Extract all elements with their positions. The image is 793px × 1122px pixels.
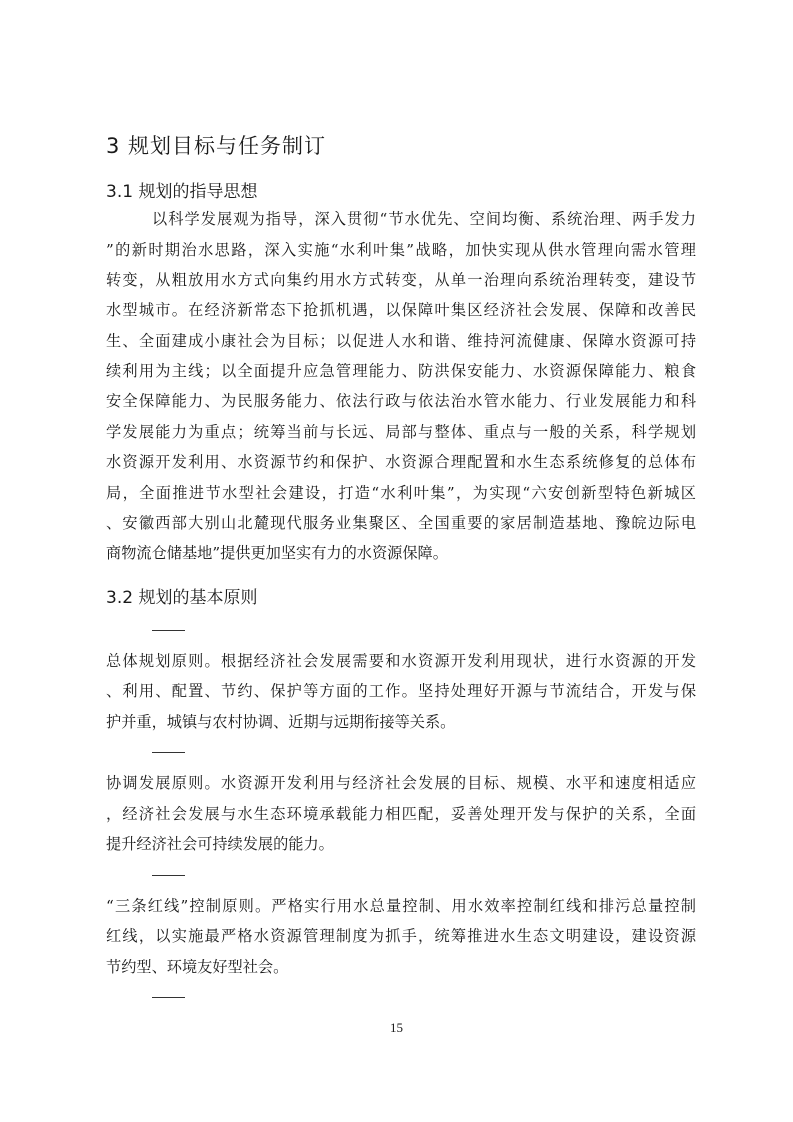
- paragraph-line: 安全保障能力、为民服务能力、依法行政与依法治水管水能力、行业发展能力和科: [106, 392, 696, 410]
- paragraph-line: 商物流仓储基地”提供更加坚实有力的水资源保障。: [106, 544, 448, 562]
- paragraph-line: 水型城市。在经济新常态下抢抓机遇，以保障叶集区经济社会发展、保障和改善民: [106, 301, 696, 319]
- list-dash: [152, 875, 185, 876]
- paragraph-line: 续利用为主线；以全面提升应急管理能力、防洪保安能力、水资源保障能力、粮食: [106, 362, 696, 380]
- paragraph-line: 以科学发展观为指导，深入贯彻“节水优先、空间均衡、系统治理、两手发力: [152, 210, 696, 228]
- list-dash: [152, 997, 185, 998]
- paragraph-line: 提升经济社会可持续发展的能力。: [106, 835, 334, 853]
- section-3-1-heading: 3.1 规划的指导思想: [106, 182, 258, 202]
- paragraph-line: 总体规划原则。根据经济社会发展需要和水资源开发利用现状，进行水资源的开发: [106, 652, 696, 670]
- paragraph-line: 护并重，城镇与农村协调、近期与远期衔接等关系。: [106, 713, 456, 731]
- section-3-2-heading: 3.2 规划的基本原则: [106, 588, 258, 608]
- paragraph-line: 协调发展原则。水资源开发利用与经济社会发展的目标、规模、水平和速度相适应: [106, 774, 696, 792]
- paragraph-line: “三条红线”控制原则。严格实行用水总量控制、用水效率控制红线和排污总量控制: [106, 897, 696, 915]
- paragraph-line: ，经济社会发展与水生态环境承载能力相匹配，妥善处理开发与保护的关系，全面: [106, 805, 696, 823]
- chapter-heading: 3 规划目标与任务制订: [106, 134, 327, 158]
- list-dash: [152, 630, 185, 631]
- paragraph-line: ”的新时期治水思路，深入实施“水利叶集”战略，加快实现从供水管理向需水管理: [106, 241, 696, 259]
- paragraph-line: 水资源开发利用、水资源节约和保护、水资源合理配置和水生态系统修复的总体布: [106, 453, 696, 471]
- paragraph-line: 、利用、配置、节约、保护等方面的工作。坚持处理好开源与节流结合，开发与保: [106, 682, 696, 700]
- paragraph-line: 、安徽西部大别山北麓现代服务业集聚区、全国重要的家居制造基地、豫皖边际电: [106, 514, 696, 532]
- page-number: 15: [390, 1020, 403, 1035]
- paragraph-line: 转变，从粗放用水方式向集约用水方式转变，从单一治理向系统治理转变，建设节: [106, 271, 696, 289]
- paragraph-line: 节约型、环境友好型社会。: [106, 958, 289, 976]
- paragraph-line: 生、全面建成小康社会为目标；以促进人水和谐、维持河流健康、保障水资源可持: [106, 332, 696, 350]
- list-dash: [152, 752, 185, 753]
- paragraph-line: 学发展能力为重点；统筹当前与长远、局部与整体、重点与一般的关系，科学规划: [106, 423, 696, 441]
- paragraph-line: 局，全面推进节水型社会建设，打造“水利叶集”，为实现“六安创新型特色新城区: [106, 484, 696, 502]
- paragraph-line: 红线，以实施最严格水资源管理制度为抓手，统筹推进水生态文明建设，建设资源: [106, 927, 696, 945]
